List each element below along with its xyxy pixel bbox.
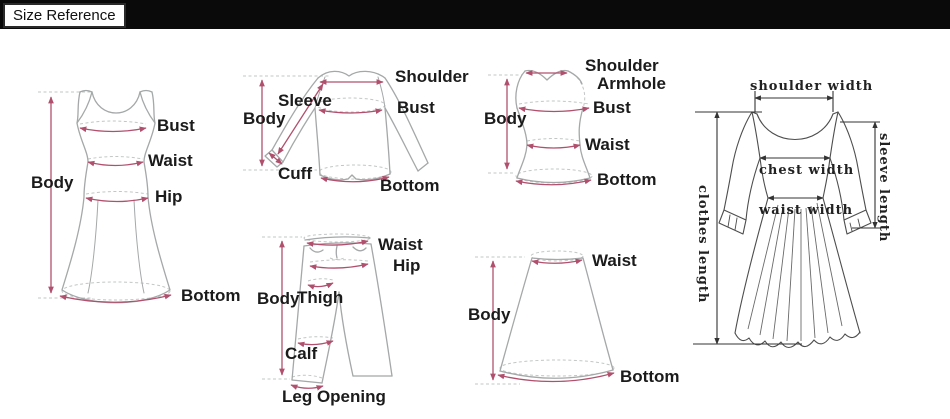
label-waist: Waist: [378, 235, 423, 254]
label-waist: Waist: [148, 151, 193, 170]
label-body: Body: [257, 289, 300, 308]
label-waist-width: waist width: [759, 203, 854, 218]
label-thigh: Thigh: [297, 288, 344, 307]
dashed-guides: [38, 92, 170, 300]
dress-outline: [719, 112, 871, 348]
skirt-drawing: [465, 235, 680, 415]
label-body: Body: [243, 109, 286, 128]
figure-pants: [250, 228, 465, 419]
garment-outline: [500, 258, 613, 378]
label-hip: Hip: [393, 256, 421, 275]
label-armhole: Armhole: [597, 74, 666, 93]
label-sleeve-length: sleeve length: [876, 133, 891, 243]
measure-arrows: [51, 97, 171, 302]
skirt-fold-lines: [748, 203, 842, 341]
label-body: Body: [484, 109, 527, 128]
label-waist: Waist: [585, 135, 630, 154]
figure-sleeveless-dress: [30, 60, 245, 312]
label-body: Body: [31, 173, 74, 192]
label-shoulder-width: shoulder width: [750, 79, 874, 94]
figure-measured-dress: [690, 55, 950, 355]
label-shoulder: Shoulder: [585, 56, 659, 75]
label-chest-width: chest width: [759, 163, 855, 178]
label-cuff: Cuff: [278, 164, 312, 183]
garment-outline: [62, 91, 170, 303]
label-sleeve: Sleeve: [278, 91, 332, 110]
label-shoulder: Shoulder: [395, 67, 469, 86]
label-clothes-length: clothes length: [695, 185, 710, 304]
page-title: Size Reference: [3, 3, 126, 28]
label-bust: Bust: [157, 116, 195, 135]
label-waist: Waist: [592, 251, 637, 270]
header-bar: [0, 0, 950, 29]
figure-tank-top: [470, 50, 670, 195]
label-bottom: Bottom: [597, 170, 657, 189]
label-bottom: Bottom: [620, 367, 680, 386]
label-bust: Bust: [593, 98, 631, 117]
label-hip: Hip: [155, 187, 183, 206]
measure-arrows: [493, 260, 614, 382]
measure-arrows: [507, 73, 591, 185]
label-leg-opening: Leg Opening: [282, 387, 386, 406]
figure-long-sleeve-top: [235, 55, 469, 205]
label-body: Body: [468, 305, 511, 324]
label-calf: Calf: [285, 344, 318, 363]
figure-skirt: [465, 235, 680, 415]
label-bust: Bust: [397, 98, 435, 117]
label-bottom: Bottom: [181, 286, 241, 305]
label-bottom: Bottom: [380, 176, 440, 195]
